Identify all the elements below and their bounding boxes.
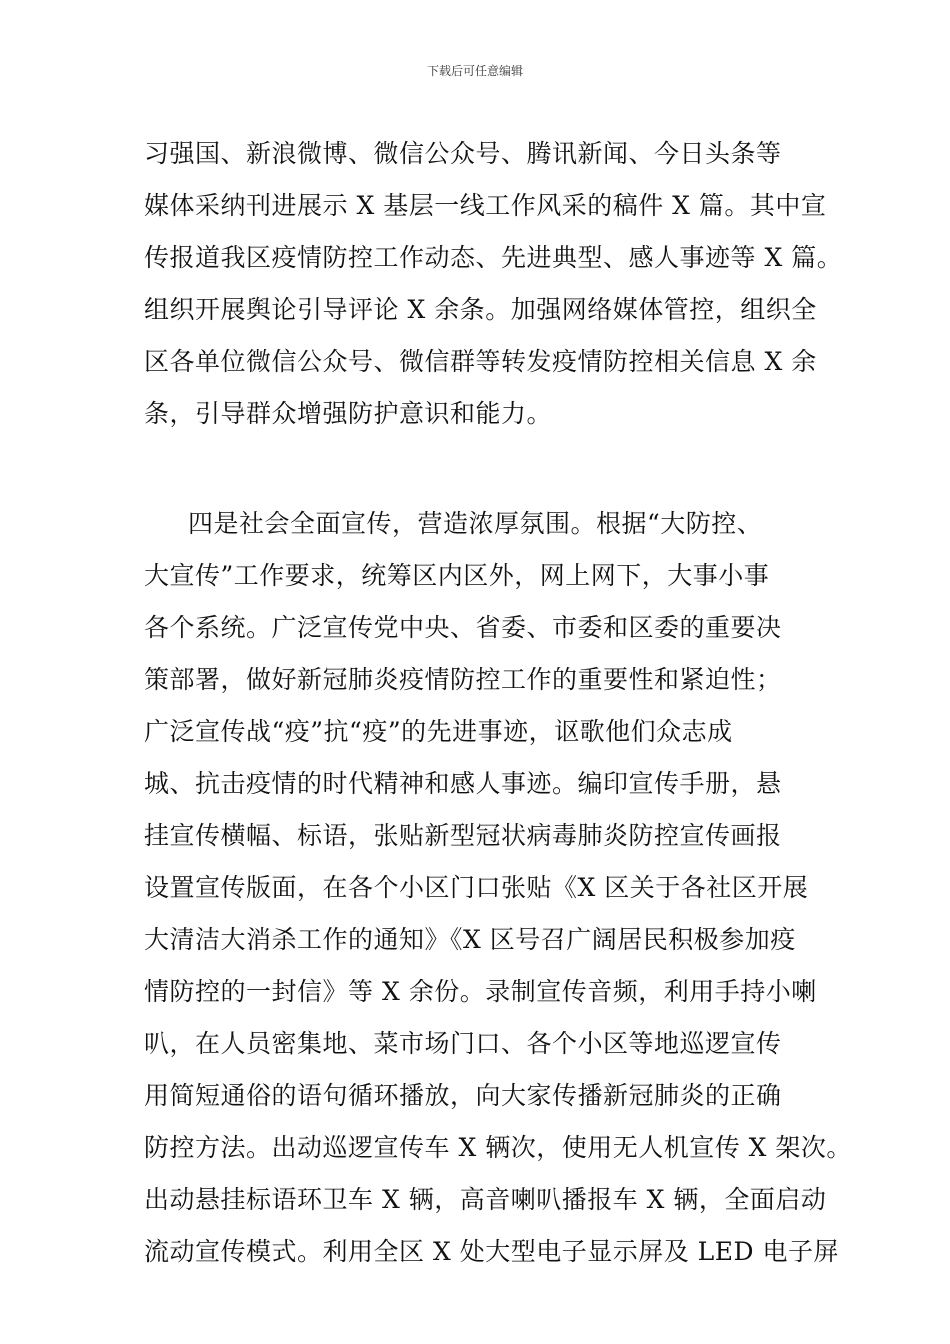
- document-body: [144, 128, 852, 1278]
- text-line: 条，引导群众增强防护意识和能力。: [144, 399, 553, 428]
- header-note: 下载后可任意编辑: [426, 64, 523, 78]
- text-line: 组织开展舆论引导评论 X 余条。加强网络媒体管控，组织全: [144, 295, 817, 324]
- text-line: 城、抗击疫情的时代精神和感人事迹。编印宣传手册，悬: [144, 769, 782, 798]
- text-line: 各个系统。广泛宣传党中央、省委、市委和区委的重要决: [144, 613, 782, 642]
- text-line: 大清洁大消杀工作的通知》《X 区号召广阔居民积极参加疫: [144, 925, 796, 954]
- text-line: 大宣传”工作要求，统筹区内区外，网上网下，大事小事: [144, 561, 770, 590]
- text-line: 挂宣传横幅、标语，张贴新型冠状病毒肺炎防控宣传画报: [144, 821, 782, 850]
- paragraph-spacer: [144, 440, 824, 498]
- text-line: 区各单位微信公众号、微信群等转发疫情防控相关信息 X 余: [144, 347, 817, 376]
- paragraph-2: [144, 498, 852, 1278]
- text-line: 用简短通俗的语句循环播放，向大家传播新冠肺炎的正确: [144, 1081, 782, 1110]
- text-line: 广泛宣传战“疫”抗“疫”的先进事迹，讴歌他们众志成: [144, 717, 733, 746]
- text-line: 媒体采纳刊进展示 X 基层一线工作风采的稿件 X 篇。其中宣: [144, 191, 827, 220]
- text-line: 叭，在人员密集地、菜市场门口、各个小区等地巡逻宣传: [144, 1029, 782, 1058]
- text-line: 设置宣传版面，在各个小区门口张贴《X 区关于各社区开展: [144, 873, 809, 902]
- text-line: 策部署，做好新冠肺炎疫情防控工作的重要性和紧迫性；: [144, 665, 782, 694]
- text-line: 情防控的一封信》等 X 余份。录制宣传音频，利用手持小喇: [144, 977, 817, 1006]
- text-line: 传报道我区疫情防控工作动态、先进典型、感人事迹等 X 篇。: [144, 243, 843, 272]
- text-line: 四是社会全面宣传，营造浓厚氛围。根据“大防控、: [188, 509, 763, 538]
- paragraph-1: [144, 128, 843, 440]
- text-line: 流动宣传模式。利用全区 X 处大型电子显示屏及 LED 电子屏: [144, 1237, 839, 1266]
- text-line: 防控方法。出动巡逻宣传车 X 辆次，使用无人机宣传 X 架次。: [144, 1133, 852, 1162]
- text-line: 习强国、新浪微博、微信公众号、腾讯新闻、今日头条等: [144, 139, 782, 168]
- text-line: 出动悬挂标语环卫车 X 辆，高音喇叭播报车 X 辆，全面启动: [144, 1185, 827, 1214]
